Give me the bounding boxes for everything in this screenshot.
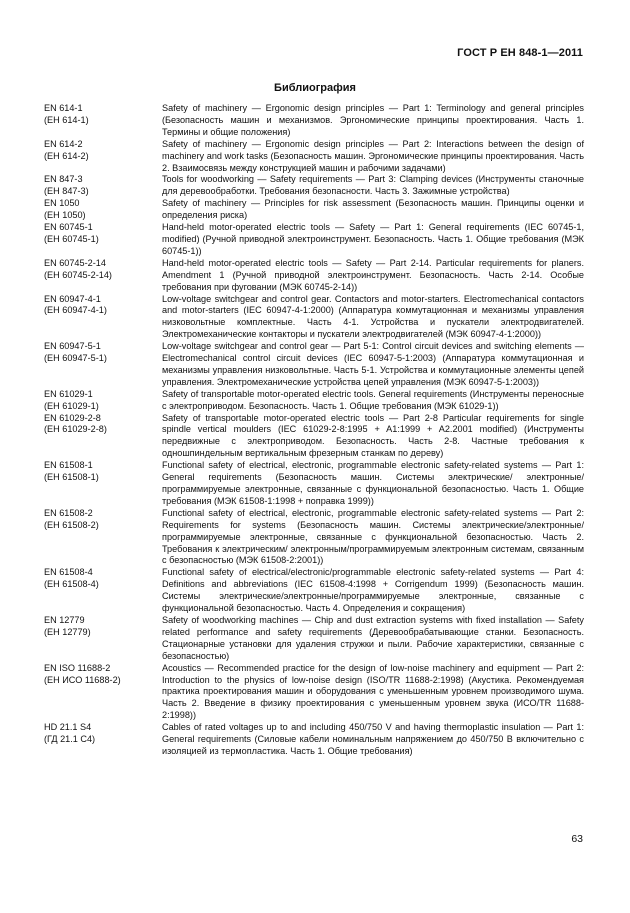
bibliography-entry (44, 294, 584, 342)
entry-code (44, 294, 162, 342)
bibliography-entry (44, 198, 584, 222)
code-en: EN 847-3 (44, 174, 83, 185)
entry-text: Functional safety of electrical, electronic, programmable electronic safety-related systems — Part 2: Requirements for systems (Безопасность машин. Системы электрические/электронные/программируемые электронные, связанные с функциональной безопасностью. Часть 2. Требования к электрическим/ электронным/программируемым электронным системам, связанным с безопасностью (МЭК 61508-2:2001)) (162, 507, 584, 566)
code-ru: (ЕН 60745-1) (44, 233, 99, 244)
code-en: EN 61029-1 (44, 388, 93, 399)
bibliography-entry (44, 174, 584, 198)
code-en: EN 60947-5-1 (44, 341, 101, 352)
entry-code (44, 139, 162, 175)
code-en: EN 60745-2-14 (44, 257, 106, 268)
code-en: EN 60745-1 (44, 222, 93, 233)
code-ru: (ЕН 1050) (44, 210, 86, 221)
code-ru: (ЕН 60947-5-1) (44, 353, 107, 364)
bibliography-entry (44, 139, 584, 175)
bibliography-entry (44, 413, 584, 461)
bibliography-title: Библиография (274, 82, 356, 94)
entry-text: Cables of rated voltages up to and including 450/750 V and having thermoplastic insulation — Part 1: General requirements (Силовые кабели номинальным напряжением до 450/750 В включительно с изоляцией из термопластика. Часть 1. Общие требования) (162, 722, 584, 756)
code-ru: (ЕН 60745-2-14) (44, 269, 112, 280)
code-ru: (ЕН ИСО 11688-2) (44, 674, 121, 685)
code-en: EN 61508-4 (44, 567, 93, 578)
bibliography-entry (44, 258, 584, 294)
entry-code (44, 413, 162, 461)
bibliography-entry (44, 567, 584, 615)
entry-text: Hand-held motor-operated electric tools — Safety — Part 1: General requirements (IEC 60745-1, modified) (Ручной приводной электроинструмент. Безопасность. Часть 1. Общие требования (МЭК 60745-1)) (162, 222, 584, 256)
code-ru: (ЕН 614-1) (44, 114, 89, 125)
code-en: EN 61508-1 (44, 460, 93, 471)
code-en: EN 614-1 (44, 103, 83, 113)
entry-code (44, 174, 162, 198)
code-ru: (ГД 21.1 С4) (44, 734, 96, 745)
bibliography-entry (44, 460, 584, 508)
code-en: EN 1050 (44, 198, 80, 209)
entry-code (44, 460, 162, 508)
code-en: EN 12779 (44, 614, 85, 625)
bibliography-entry (44, 508, 584, 568)
entry-text: Low-voltage switchgear and control gear. Contactors and motor-starters. Electromechanical contactors and motor-starters (IEC 60947-4-1:2000) (Аппаратура коммутационная и механизмы управления низковольтные комплектные. Часть 4-1. Устройства и пускатели электродвигателей. Электромеханические контакторы и пускатели электродвигателей (МЭК 60947-4-1:2000)) (162, 293, 584, 340)
code-ru: (ЕН 61508-2) (44, 519, 99, 530)
bibliography-entry (44, 341, 584, 389)
entry-code (44, 103, 162, 139)
code-ru: (ЕН 61029-1) (44, 400, 99, 411)
code-ru: (ЕН 614-2) (44, 150, 89, 161)
entry-text: Safety of transportable motor-operated electric tools. General requirements (Инструменты переносные с электроприводом. Безопасность. Часть 1. Общие требования (МЭК 61029-1)) (162, 388, 584, 411)
code-en: EN 61029-2-8 (44, 412, 101, 423)
entry-text: Tools for woodworking — Safety requirements — Part 3: Clamping devices (Инструменты станочные для деревообработки. Требования безопасности. Часть 3. Зажимные устройства) (162, 174, 584, 197)
code-en: EN 614-2 (44, 138, 83, 149)
bibliography-entry (44, 222, 584, 258)
bibliography-entry (44, 389, 584, 413)
code-en: HD 21.1 S4 (44, 722, 92, 733)
entry-code (44, 258, 162, 294)
code-ru: (ЕН 12779) (44, 626, 91, 637)
entry-code (44, 222, 162, 258)
bibliography-entry (44, 722, 584, 758)
code-ru: (ЕН 847-3) (44, 186, 89, 197)
entry-text: Safety of machinery — Principles for risk assessment (Безопасность машин. Принципы оценки и определения риска) (162, 198, 584, 221)
code-en: EN 61508-2 (44, 507, 93, 518)
entry-code (44, 198, 162, 222)
entry-code (44, 567, 162, 615)
entry-code (44, 663, 162, 723)
entry-text: Acoustics — Recommended practice for the design of low-noise machinery and equipment — Part 2: Introduction to the physics of low-noise design (ISO/TR 11688-2:1998) (Акустика. Рекомендуемая практика проектирования машин и оборудования с уменьшенным уровнем производимого шума. Часть 2. Введение в физику проектирования с уменьшенным уровнем звука (ИСО/TR 11688-2:1998)) (162, 662, 584, 721)
entry-text: Functional safety of electrical, electronic, programmable electronic safety-related systems — Part 1: General requirements (Безопасность машин. Системы электрические/ электронные/ программируемые электронные, связанные с функциональной безопасностью. Часть 1. Общие требования (МЭК 61508-1:1998 + поправка 1999)) (162, 460, 584, 506)
bibliography-entry (44, 615, 584, 663)
code-ru: (ЕН 60947-4-1) (44, 305, 107, 316)
bibliography-entry (44, 103, 584, 139)
standard-designation: ГОСТ Р ЕН 848-1—2011 (457, 47, 583, 59)
entry-code (44, 508, 162, 568)
bibliography-entry (44, 663, 584, 723)
code-ru: (ЕН 61508-1) (44, 472, 99, 483)
entry-text: Safety of woodworking machines — Chip and dust extraction systems with fixed installation — Safety related performance and safety requirements (Деревообрабатывающие станки. Безопасность. Стационарные установки для удаления стружки и пыли. Рабочие характеристики, связанные с безопасностью) (162, 614, 584, 661)
code-en: EN ISO 11688-2 (44, 662, 111, 673)
code-ru: (ЕН 61508-4) (44, 579, 99, 590)
entry-code (44, 389, 162, 413)
page-number: 63 (571, 833, 583, 845)
bibliography-list (44, 103, 584, 758)
entry-text: Safety of transportable motor-operated electric tools — Part 2-8 Particular requirements for single spindle vertical moulders (IEC 61029-2-8:1995 + A1:1999 + A2.2001 modified) (Инструменты передвижные с электроприводом. Безопасность. Часть 2-8. Частные требования к одношпиндельным вертикальным фрезерным станкам по дереву) (162, 412, 584, 459)
entry-text: Safety of machinery — Ergonomic design principles — Part 2: Interactions between the design of machinery and work tasks (Безопасность машин. Эргономические принципы проектирования. Часть 2. Взаимосвязь между конструкцией машин и рабочими задачами) (162, 138, 584, 173)
entry-text: Hand-held motor-operated electric tools — Safety — Part 2-14. Particular requirements for planers. Amendment 1 (Ручной приводной электроинструмент. Безопасность. Часть 2-14. Особые требования при фуговании (МЭК 60745-2-14)) (162, 257, 584, 292)
entry-text: Low-voltage switchgear and control gear — Part 5-1: Control circuit devices and switching elements — Electromechanical control circuit devices (IEC 60947-5-1:2003) (Аппаратура коммутационная и механизмы управления низковольтные. Часть 5-1. Устройства и коммутационные элементы цепей управления. Электромеханические устройства цепей управления (МЭК 60947-5-1:2003)) (162, 341, 584, 387)
entry-text: Safety of machinery — Ergonomic design principles — Part 1: Terminology and general principles (Безопасность машин и механизмов. Эргономические принципы проектирования. Часть 1. Термины и общие положения) (162, 103, 584, 137)
entry-code (44, 341, 162, 389)
code-ru: (ЕН 61029-2-8) (44, 424, 107, 435)
entry-code (44, 615, 162, 663)
code-en: EN 60947-4-1 (44, 293, 101, 304)
entry-code (44, 722, 162, 758)
entry-text: Functional safety of electrical/electronic/programmable electronic safety-related systems — Part 4: Definitions and abbreviations (IEC 61508-4:1998 + Corrigendum 1999) (Безопасность машин. Системы электрические/электронные/программируемые электронные, связанные с функциональной безопасностью. Часть 4. Определения и сокращения) (162, 567, 584, 614)
